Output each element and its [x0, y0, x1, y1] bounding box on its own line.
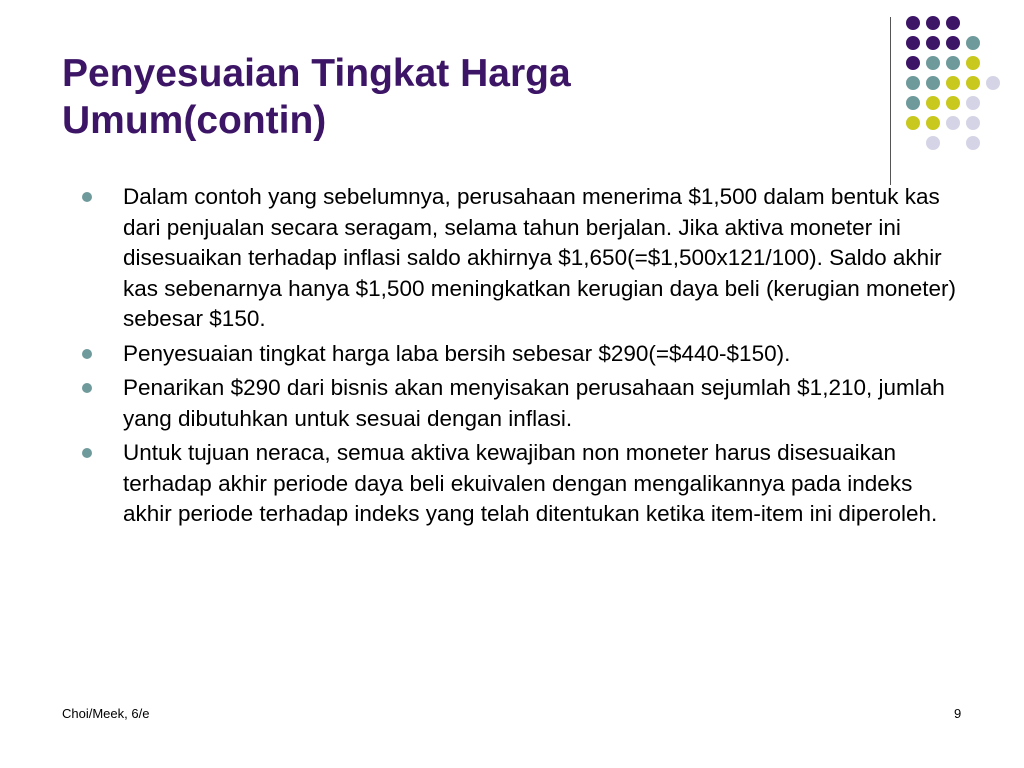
vertical-divider-line [890, 17, 891, 185]
decorative-dot [946, 76, 960, 90]
decorative-dot [986, 76, 1000, 90]
bullet-text-3: Penarikan $290 dari bisnis akan menyisakan perusahaan sejumlah $1,210, jumlah yang dibutuhkan untuk sesuai dengan inflasi. [123, 375, 945, 431]
bullet-item-4 [80, 438, 960, 530]
decorative-dot [946, 16, 960, 30]
bullet-marker-icon [82, 383, 92, 393]
decorative-dot [906, 76, 920, 90]
decorative-dot [946, 36, 960, 50]
bullet-marker-icon [82, 192, 92, 202]
decorative-dot [906, 36, 920, 50]
decorative-dot [926, 136, 940, 150]
decorative-dot [906, 56, 920, 70]
bullet-item-1 [80, 182, 960, 335]
decorative-dot [926, 76, 940, 90]
decorative-dot [946, 116, 960, 130]
decorative-dot [926, 36, 940, 50]
bullet-marker-icon [82, 349, 92, 359]
bullet-text-1: Dalam contoh yang sebelumnya, perusahaan menerima $1,500 dalam bentuk kas dari penjualan secara seragam, selama tahun berjalan. Jika aktiva moneter ini disesuaikan terhadap inflasi saldo akhirnya $1,650(=$1,500x121/100). Saldo akhir kas sebenarnya hanya $1,500 meningkatkan kerugian daya beli (kerugian moneter) sebesar $150. [123, 184, 957, 331]
slide-title [62, 50, 842, 144]
bullet-item-3 [80, 373, 960, 434]
decorative-dot [926, 116, 940, 130]
bullet-item-2 [80, 339, 960, 370]
decorative-dot [966, 136, 980, 150]
decorative-dot [966, 36, 980, 50]
decorative-dot [966, 56, 980, 70]
decorative-dot [966, 116, 980, 130]
decorative-dot [926, 56, 940, 70]
footer-source: Choi/Meek, 6/e [62, 706, 150, 721]
decorative-dot [966, 96, 980, 110]
decorative-dot [906, 16, 920, 30]
bullet-marker-icon [82, 448, 92, 458]
decorative-dot [906, 116, 920, 130]
decorative-dot [946, 96, 960, 110]
bullet-text-2: Penyesuaian tingkat harga laba bersih sebesar $290(=$440-$150). [123, 340, 791, 366]
decorative-dot [906, 96, 920, 110]
decorative-dot [946, 56, 960, 70]
page-number: 9 [954, 706, 962, 721]
decorative-dot [926, 96, 940, 110]
bullet-text-4: Untuk tujuan neraca, semua aktiva kewajiban non moneter harus disesuaikan terhadap akhir periode daya beli ekuivalen dengan mengalikannya pada indeks akhir periode terhadap indeks yang telah ditentukan ketika item-item ini diperoleh. [123, 440, 938, 526]
slide-title-line-1: Penyesuaian Tingkat Harga [62, 52, 571, 95]
bullet-list [80, 182, 960, 534]
decorative-dot [966, 76, 980, 90]
slide-title-line-2: Umum(contin) [62, 99, 327, 142]
decorative-dot [926, 16, 940, 30]
